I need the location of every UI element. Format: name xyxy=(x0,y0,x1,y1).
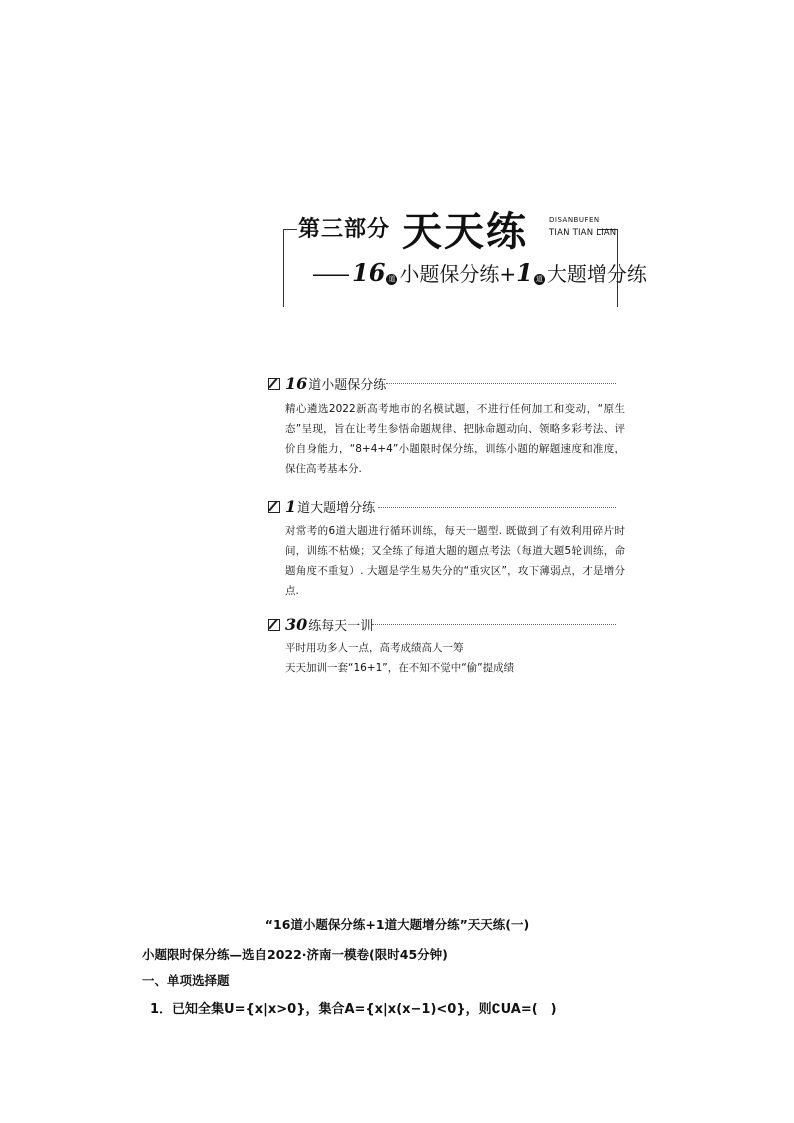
section-3-line-2: 天天加训一套“16+1”，在不知不觉中“偷”提成绩 xyxy=(285,662,515,674)
source-line: 小题限时保分练—选自2022·济南一模卷(限时45分钟) xyxy=(142,947,448,962)
section-3-line-1: 平时用功多人一点，高考成绩高人一筹 xyxy=(285,642,464,654)
section-3-divider xyxy=(372,624,616,625)
section-title: 一、单项选择题 xyxy=(142,973,230,988)
pinyin-line-1: DISANBUFEN xyxy=(549,216,600,224)
section-3-title: 练每天一训 xyxy=(308,619,374,634)
part-label: 第三部分 xyxy=(298,217,391,242)
edit-icon xyxy=(268,501,280,513)
subtitle-dash: —— xyxy=(312,262,348,286)
subtitle-text-1: 小题保分练+ xyxy=(399,262,517,286)
practice-heading: “16道小题保分练+1道大题增分练”天天练(一) xyxy=(264,917,530,932)
section-2-body: 对常考的6道大题进行循环训练，每天一题型. 既做到了有效利用碎片时间，训练不枯燥；又全练了每道大题的题点考法（每道大题5轮训练，命题角度不重复）. 大题是学生易失分的“重灾区”，攻下薄弱点，才是增分点. xyxy=(285,525,625,597)
title-frame-left xyxy=(283,229,284,307)
section-2-num: 1 xyxy=(285,497,297,516)
subtitle-num-1: 1 xyxy=(516,258,533,287)
section-1-heading xyxy=(268,374,386,393)
title-frame-top-left xyxy=(283,229,297,230)
pinyin-line-2: TIAN TIAN LIAN xyxy=(549,228,617,238)
edit-icon xyxy=(268,619,280,631)
big-title: 天天练 xyxy=(402,209,528,255)
subtitle-badge-2: 道 xyxy=(535,275,543,283)
subtitle-badge-1: 道 xyxy=(388,275,396,283)
section-1-divider xyxy=(386,383,616,384)
section-3-heading xyxy=(268,615,373,634)
section-2-divider xyxy=(378,507,616,508)
section-1-num: 16 xyxy=(285,374,308,393)
section-1-title: 道小题保分练 xyxy=(308,378,387,393)
section-1-body: 精心遴选2022新高考地市的名模试题，不进行任何加工和变动，“原生态”呈现，旨在让考生参悟命题规律、把脉命题动向、领略多彩考法、评价自身能力，“8+4+4”小题限时保分练，训练小题的解题速度和准度，保住高考基本分. xyxy=(285,403,625,475)
subtitle xyxy=(312,258,647,287)
edit-icon xyxy=(268,378,280,390)
question-1: 1．已知全集U={x|x>0}，集合A={x|x(x−1)<0}，则∁UA=( ) xyxy=(150,1002,557,1017)
section-2-heading xyxy=(268,497,375,516)
section-3-num: 30 xyxy=(285,615,308,634)
subtitle-text-2: 大题增分练 xyxy=(546,262,647,286)
section-2-title: 道大题增分练 xyxy=(297,501,376,516)
subtitle-num-16: 16 xyxy=(352,258,386,287)
